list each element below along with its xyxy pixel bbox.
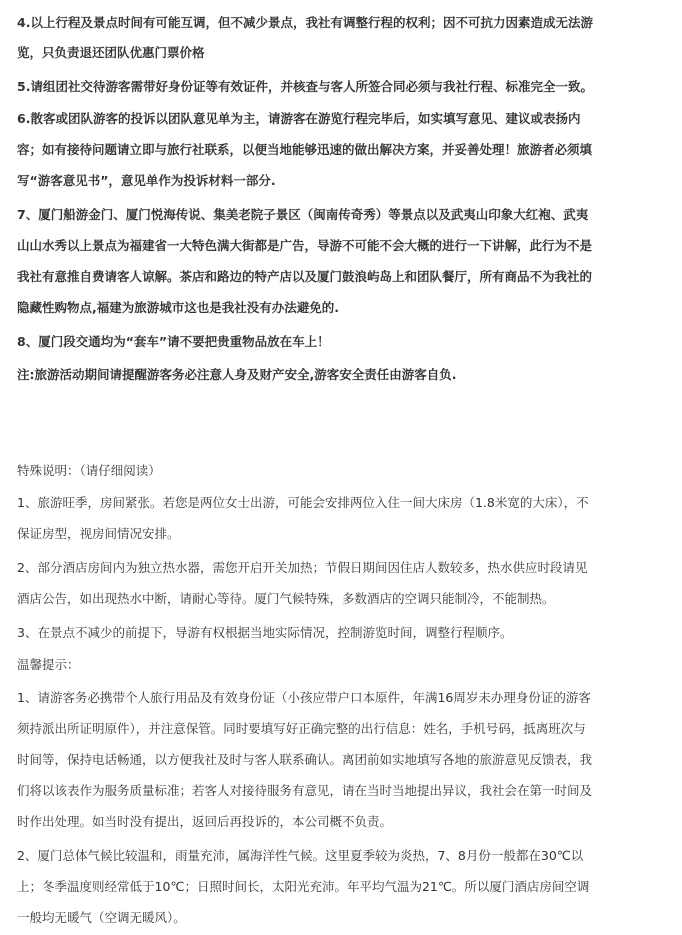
tips-item-1-line-1: 1、请游客务必携带个人旅行用品及有效身份证（小孩应带户口本原件，年满16周岁未办理身份证的游客 [17, 690, 591, 705]
tips-heading: 温馨提示： [17, 657, 80, 672]
special-item-1-line-2: 保证房型，视房间情况安排。 [17, 526, 180, 541]
special-heading: 特殊说明：（请仔细阅读） [17, 463, 161, 478]
tips-item-2-line-1: 2、厦门总体气候比较温和，雨量充沛，属海洋性气候。这里夏季较为炎热，7、8月份一般都在30℃以 [17, 848, 584, 863]
tips-item-1-line-5: 时作出处理。如当时没有提出，返回后再投诉的，本公司概不负责。 [17, 814, 393, 829]
item-8-line-1: 8、厦门段交通均为“套车”请不要把贵重物品放在车上！ [17, 334, 330, 349]
item-6-line-1: 6.散客或团队游客的投诉以团队意见单为主，请游客在游览行程完毕后，如实填写意见、建议或表扬内 [17, 111, 581, 126]
safety-note-line-1: 注:旅游活动期间请提醒游客务必注意人身及财产安全,游客安全责任由游客自负. [17, 367, 457, 382]
item-7-line-2: 山山水秀以上景点为福建省一大特色满大街都是广告，导游不可能不会大概的进行一下讲解，此行为不是 [17, 238, 593, 253]
special-item-1-line-1: 1、旅游旺季，房间紧张。若您是两位女士出游，可能会安排两位入住一间大床房（1.8米宽的大床），不 [17, 495, 589, 510]
tips-item-1-line-2: 须持派出所证明原件），并注意保管。同时要填写好正确完整的出行信息：姓名，手机号码，抵离班次与 [17, 721, 586, 736]
item-7-line-3: 我社有意推自费请客人谅解。茶店和路边的特产店以及厦门鼓浪屿岛上和团队餐厅，所有商品不为我社的 [17, 269, 593, 284]
item-7-line-4: 隐藏性购物点,福建为旅游城市这也是我社没有办法避免的. [17, 300, 339, 315]
tips-item-2-line-2: 上；冬季温度则经常低于10℃；日照时间长，太阳光充沛。年平均气温为21℃。所以厦门酒店房间空调 [17, 879, 590, 894]
item-5-line-1: 5.请组团社交待游客需带好身份证等有效证件，并核查与客人所签合同必须与我社行程、标准完全一致。 [17, 79, 593, 94]
tips-item-1-line-3: 时间等，保持电话畅通，以方便我社及时与客人联系确认。离团前如实地填写各地的旅游意见反馈表，我 [17, 752, 593, 767]
tips-item-1-line-4: 们将以该表作为服务质量标准；若客人对接待服务有意见，请在当时当地提出异议，我社会在第一时间及 [17, 783, 593, 798]
item-7-line-1: 7、厦门船游金门、厦门悦海传说、集美老院子景区（闽南传奇秀）等景点以及武夷山印象大红袍、武夷 [17, 207, 589, 222]
item-6-line-2: 容；如有接待问题请立即与旅行社联系，以便当地能够迅速的做出解决方案，并妥善处理！旅游者必须填 [17, 142, 593, 157]
special-item-2-line-2: 酒店公告，如出现热水中断，请耐心等待。厦门气候特殊，多数酒店的空调只能制冷，不能制热。 [17, 591, 555, 606]
special-item-3-line-1: 3、在景点不减少的前提下，导游有权根据当地实际情况，控制游览时间，调整行程顺序。 [17, 625, 513, 640]
tips-item-2-line-3: 一般均无暖气（空调无暖风）。 [17, 910, 186, 925]
item-6-line-3: 写“游客意见书”，意见单作为投诉材料一部分. [17, 173, 276, 188]
item-4-line-2: 览，只负责退还团队优惠门票价格 [17, 45, 205, 60]
special-item-2-line-1: 2、部分酒店房间内为独立热水器，需您开启开关加热；节假日期间因住店人数较多，热水供应时段请见 [17, 560, 588, 575]
item-4-line-1: 4.以上行程及景点时间有可能互调，但不减少景点，我社有调整行程的权利；因不可抗力因素造成无法游 [17, 15, 593, 30]
